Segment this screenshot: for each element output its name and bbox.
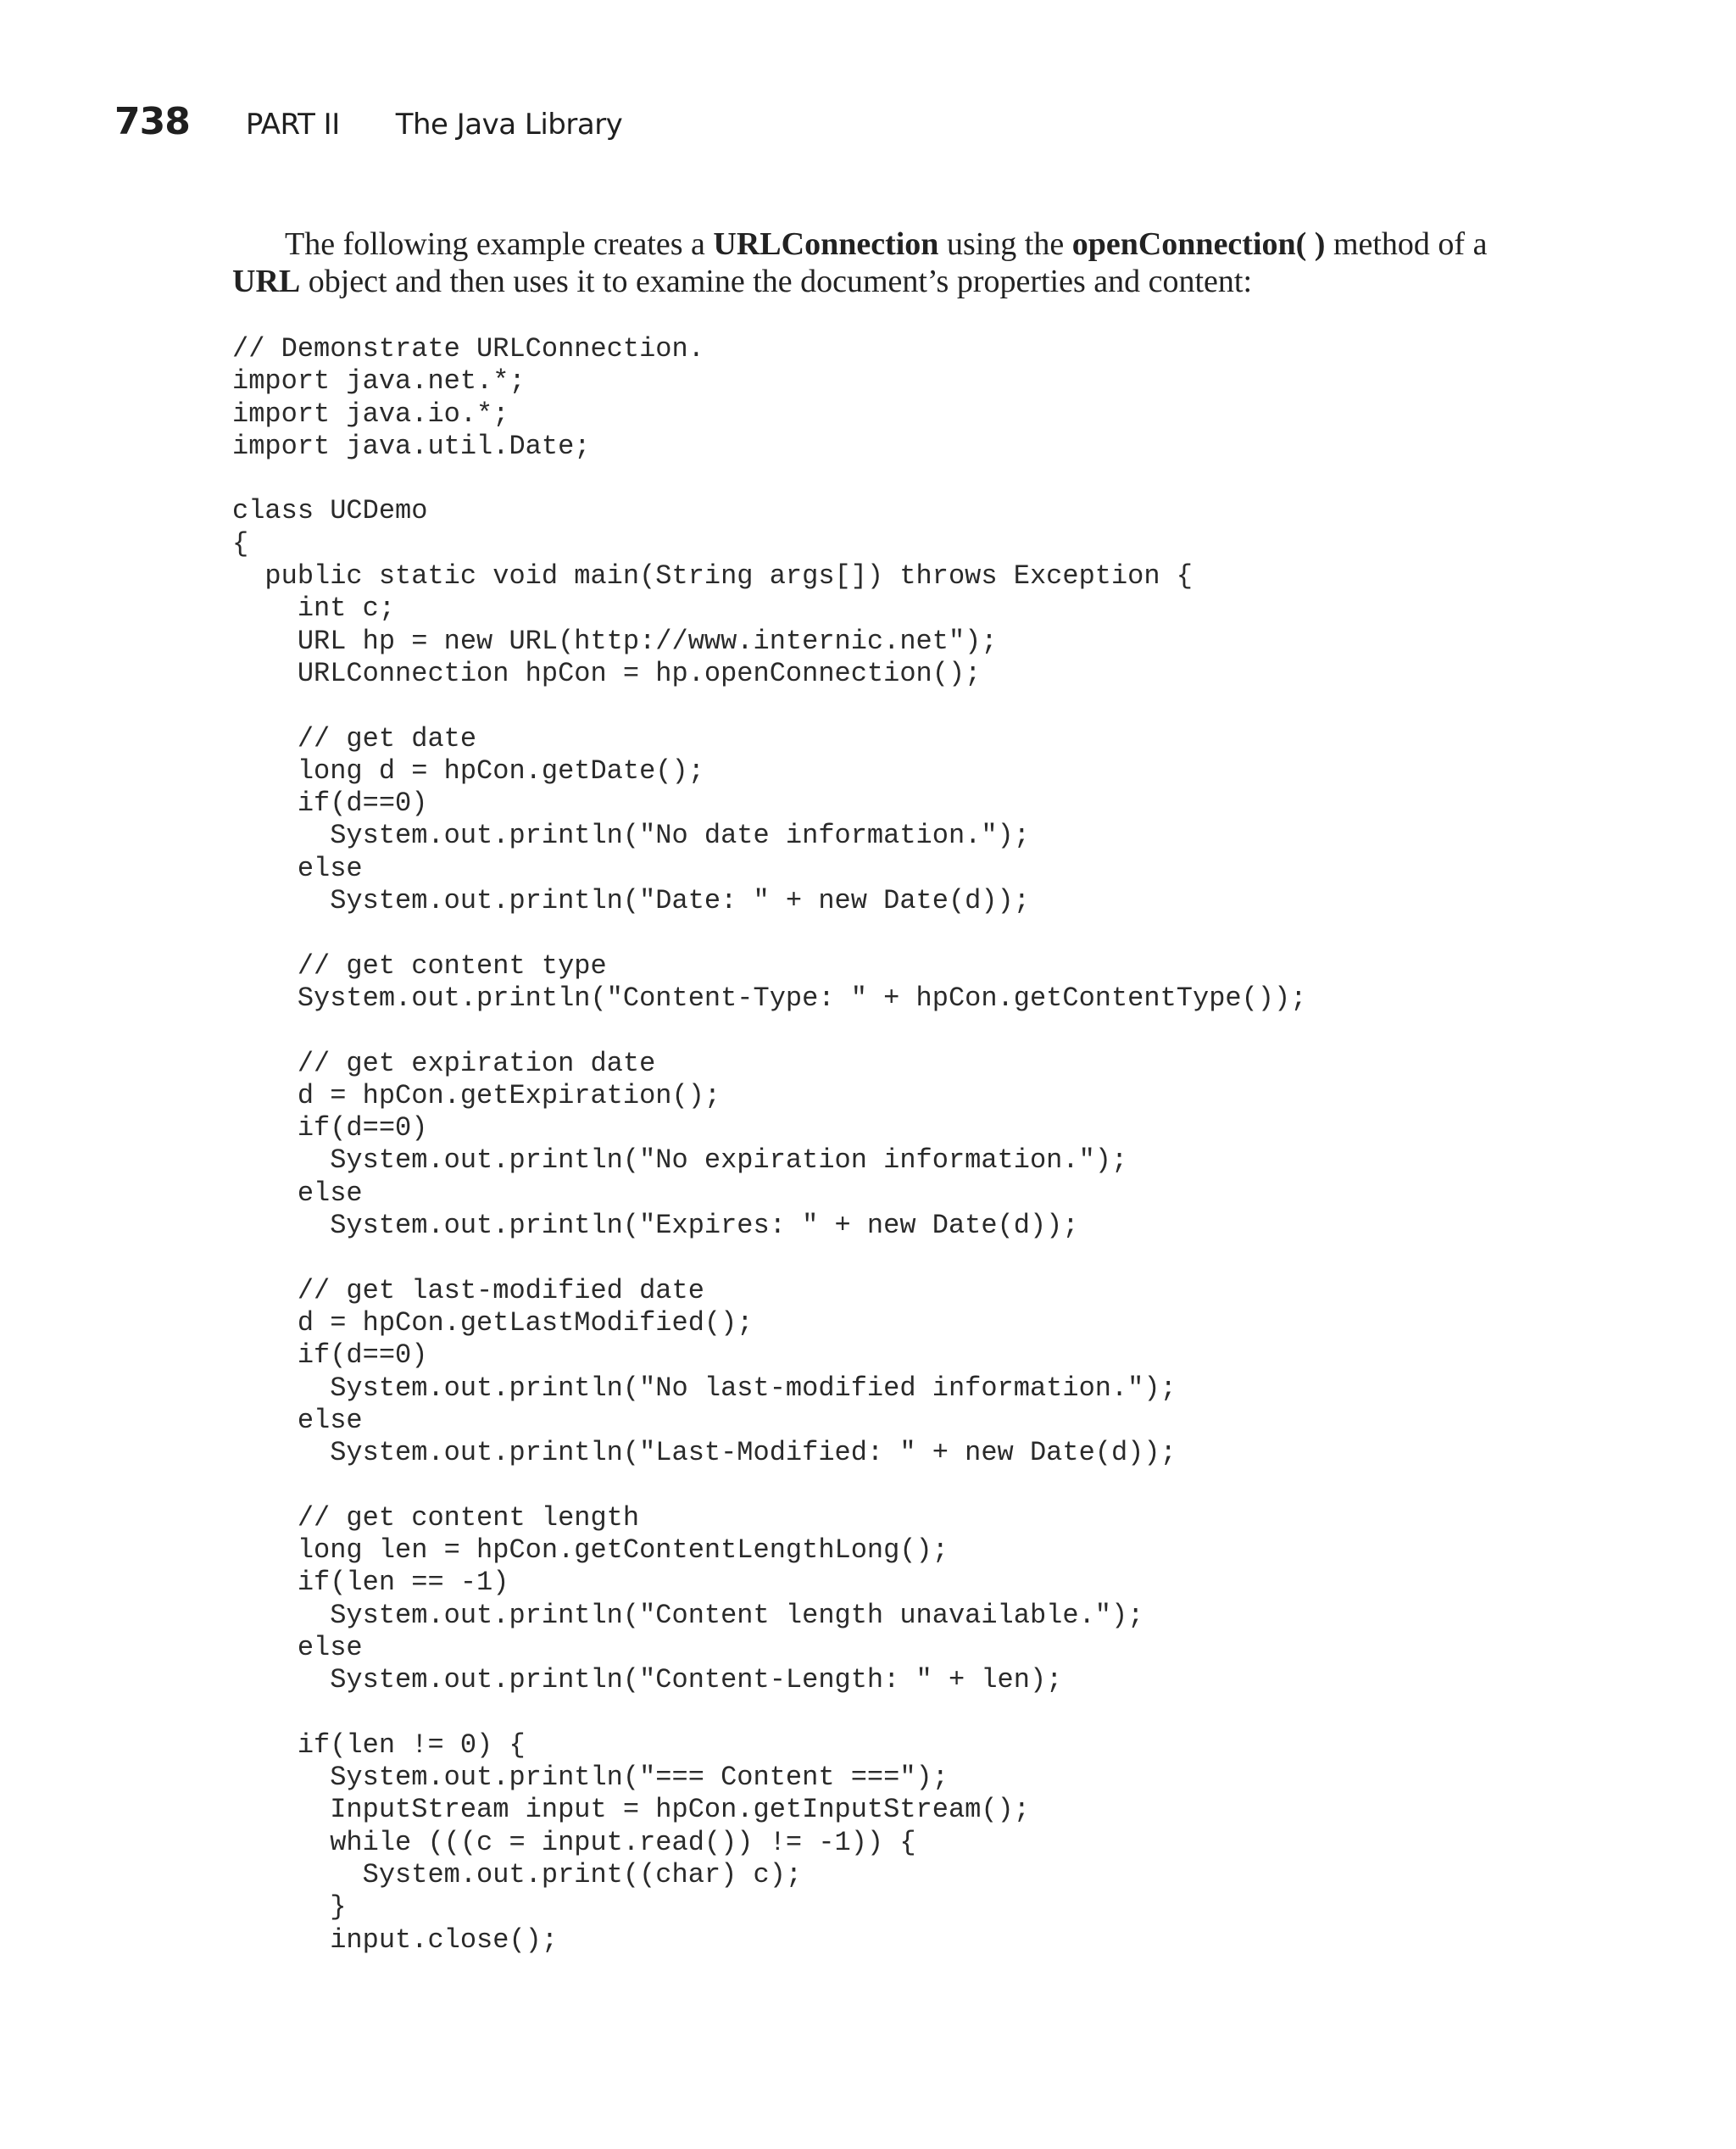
code-line: if(d==0) (232, 1112, 428, 1144)
code-line: class UCDemo (232, 495, 428, 527)
code-line: import java.util.Date; (232, 430, 591, 462)
code-line: // get last-modified date (232, 1274, 704, 1306)
page-number: 738 (114, 100, 190, 143)
code-line (232, 917, 1306, 949)
code-line: d = hpCon.getLastModified(); (232, 1306, 754, 1339)
class-name-url: URL (232, 264, 301, 299)
code-line: import java.net.*; (232, 365, 526, 398)
code-line: System.out.println("Content-Length: " + len); (232, 1664, 1063, 1696)
code-line: // get date (232, 722, 477, 754)
section-title: The Java Library (395, 108, 623, 142)
code-line: URLConnection hpCon = hp.openConnection(); (232, 657, 982, 689)
code-line: else (232, 852, 363, 884)
code-line: long len = hpCon.getContentLengthLong(); (232, 1534, 949, 1566)
code-line (232, 1242, 1306, 1274)
code-line (232, 1469, 1306, 1501)
intro-paragraph (232, 225, 1504, 300)
code-line (232, 1696, 1306, 1729)
class-name-urlconnection: URLConnection (713, 226, 939, 262)
running-header (114, 100, 622, 151)
intro-text-3: method of a (1325, 226, 1488, 262)
code-line (232, 463, 1306, 495)
intro-text-1: The following example creates a (285, 226, 714, 262)
code-line: System.out.print((char) c); (232, 1858, 803, 1890)
code-line (232, 1015, 1306, 1047)
intro-text-2: using the (938, 226, 1072, 262)
code-line: System.out.println("Content length unavailable."); (232, 1599, 1144, 1631)
code-line: // get expiration date (232, 1047, 656, 1079)
code-line: System.out.println("No date information."); (232, 820, 1030, 852)
code-line: System.out.println("Content-Type: " + hpCon.getContentType()); (232, 982, 1307, 1014)
code-line: // Demonstrate URLConnection. (232, 333, 704, 365)
code-line (232, 690, 1306, 722)
code-line: input.close(); (232, 1924, 559, 1956)
code-line: URL hp = new URL(http://www.internic.net"); (232, 625, 998, 657)
part-label: PART II (245, 108, 340, 142)
code-line: // get content type (232, 949, 607, 982)
code-line: InputStream input = hpCon.getInputStream(); (232, 1794, 1030, 1826)
code-line: System.out.println("Expires: " + new Date(d)); (232, 1210, 1079, 1242)
intro-text (232, 225, 1504, 300)
code-line: if(d==0) (232, 1339, 428, 1372)
code-line: else (232, 1404, 363, 1436)
code-line: else (232, 1177, 363, 1209)
code-line: public static void main(String args[]) throws Exception { (232, 560, 1193, 593)
code-line: int c; (232, 593, 396, 625)
code-line: { (232, 527, 249, 560)
code-listing (232, 333, 1306, 1957)
code-line: // get content length (232, 1501, 640, 1534)
code-line: System.out.println("=== Content ==="); (232, 1762, 949, 1794)
code-line: } (232, 1891, 347, 1924)
code-line: if(len == -1) (232, 1567, 509, 1599)
intro-text-4: object and then uses it to examine the document’s properties and content: (300, 264, 1253, 299)
code-line: long d = hpCon.getDate(); (232, 754, 704, 787)
code-line: System.out.println("No expiration information."); (232, 1144, 1128, 1177)
code-line: System.out.println("Date: " + new Date(d)); (232, 885, 1030, 917)
code-line: if(d==0) (232, 788, 428, 820)
code-line: d = hpCon.getExpiration(); (232, 1079, 721, 1111)
code-line: while (((c = input.read()) != -1)) { (232, 1826, 916, 1858)
code-line: System.out.println("Last-Modified: " + new Date(d)); (232, 1437, 1177, 1469)
code-line: else (232, 1631, 363, 1663)
code-line: if(len != 0) { (232, 1729, 526, 1761)
code-line: import java.io.*; (232, 398, 509, 430)
code-line: System.out.println("No last-modified information."); (232, 1372, 1177, 1404)
method-name-openconnection: openConnection( ) (1071, 226, 1326, 262)
